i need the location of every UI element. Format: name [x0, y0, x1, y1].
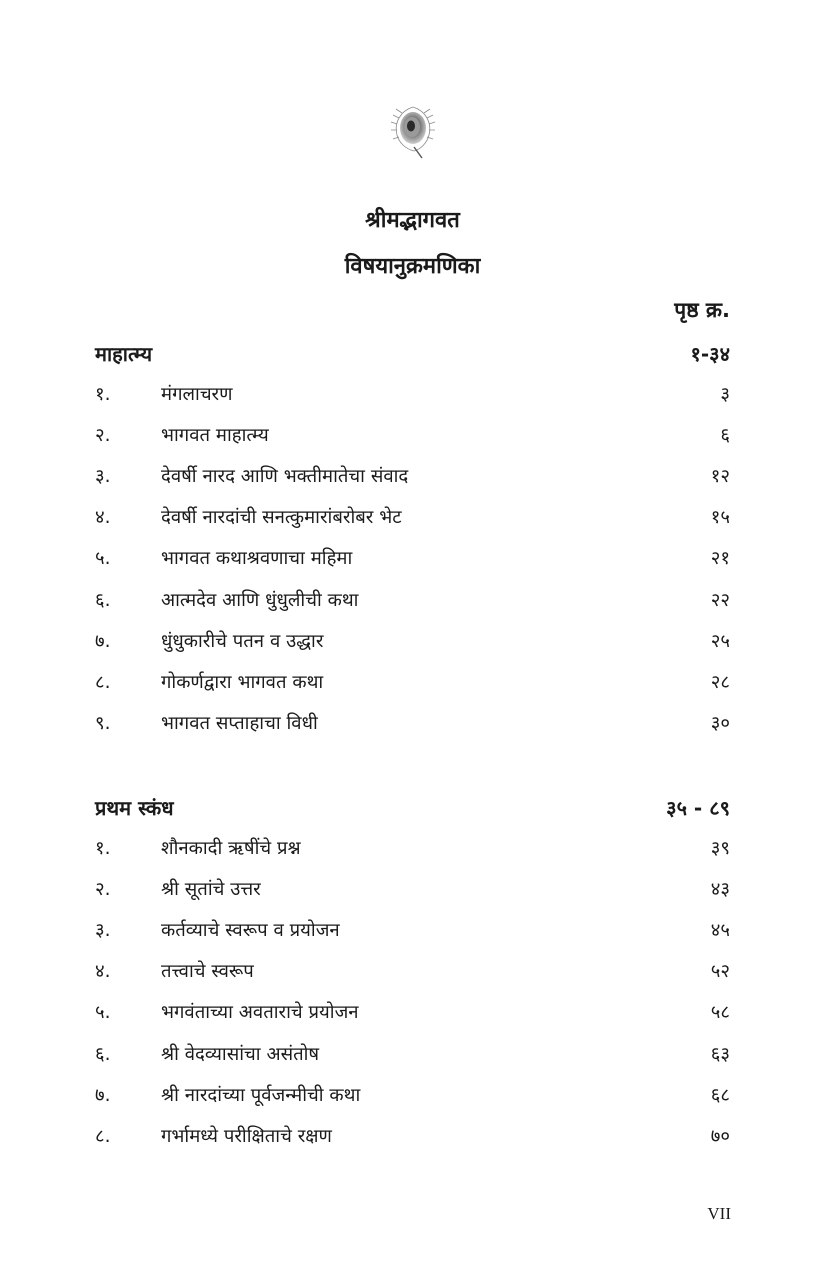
entry-title: भगवंताच्या अवताराचे प्रयोजन: [161, 1002, 359, 1023]
entry-title: गोकर्णद्वारा भागवत कथा: [161, 672, 324, 693]
toc-entry: [95, 1041, 730, 1071]
toc-entry: [95, 545, 730, 575]
entry-page: ४५: [710, 920, 730, 941]
toc-entry: [95, 587, 730, 617]
toc-entry: [95, 504, 730, 534]
entry-title: श्री सूतांचे उत्तर: [161, 879, 261, 900]
toc-entry: [95, 876, 730, 906]
entry-title: शौनकादी ऋषींचे प्रश्न: [161, 838, 301, 859]
entry-title: श्री नारदांच्या पूर्वजन्मीची कथा: [161, 1085, 361, 1106]
entry-number: ७.: [95, 631, 111, 652]
entry-title: गर्भामध्ये परीक्षिताचे रक्षण: [161, 1126, 332, 1147]
entry-title: कर्तव्याचे स्वरूप व प्रयोजन: [161, 920, 340, 941]
entry-number: ६.: [95, 590, 111, 611]
toc-entry: [95, 917, 730, 947]
entry-number: ८.: [95, 672, 111, 693]
section-header: [95, 340, 730, 372]
section-page-range: ३५ - ८९: [666, 796, 730, 820]
toc-entry: [95, 1082, 730, 1112]
entry-page: ४३: [710, 879, 730, 900]
entry-number: ४.: [95, 961, 111, 982]
peacock-feather-icon: [388, 103, 438, 159]
entry-page: ६: [720, 425, 730, 446]
entry-page: ३: [720, 384, 730, 405]
entry-page: ३९: [710, 838, 730, 859]
page-folio: VII: [707, 1204, 731, 1223]
entry-page: ७०: [710, 1126, 730, 1147]
entry-title: श्री वेदव्यासांचा असंतोष: [161, 1044, 320, 1065]
entry-page: ३०: [710, 713, 730, 734]
section-header: [95, 794, 730, 826]
entry-page: ६८: [710, 1085, 730, 1106]
entry-title: भागवत कथाश्रवणाचा महिमा: [161, 548, 353, 569]
entry-title: भागवत सप्ताहाचा विधी: [161, 713, 318, 734]
entry-number: ३.: [95, 920, 111, 941]
entry-page: १५: [710, 507, 730, 528]
entry-title: धुंधुकारीचे पतन व उद्धार: [161, 631, 324, 652]
section-title: प्रथम स्कंध: [95, 796, 174, 820]
entry-number: ८.: [95, 1126, 111, 1147]
toc-entry: [95, 463, 730, 493]
entry-title: देवर्षी नारदांची सनत्कुमारांबरोबर भेट: [161, 507, 402, 528]
entry-page: २५: [710, 631, 730, 652]
entry-number: ५.: [95, 548, 111, 569]
toc-entry: [95, 710, 730, 740]
toc-entry: [95, 999, 730, 1029]
entry-title: भागवत माहात्म्य: [161, 425, 269, 446]
entry-title: देवर्षी नारद आणि भक्तीमातेचा संवाद: [161, 466, 409, 487]
entry-number: २.: [95, 425, 111, 446]
toc-entry: [95, 958, 730, 988]
entry-page: २२: [710, 590, 730, 611]
toc-entry: [95, 628, 730, 658]
section-page-range: १-३४: [690, 342, 730, 366]
toc-heading: विषयानुक्रमणिका: [344, 254, 481, 279]
entry-number: १.: [95, 384, 111, 405]
entry-page: ५८: [710, 1002, 730, 1023]
entry-page: १२: [710, 466, 730, 487]
entry-number: ५.: [95, 1002, 111, 1023]
entry-title: आत्मदेव आणि धुंधुलीची कथा: [161, 590, 359, 611]
entry-page: २८: [710, 672, 730, 693]
entry-number: १.: [95, 838, 111, 859]
entry-number: ३.: [95, 466, 111, 487]
toc-entry: [95, 1123, 730, 1153]
entry-number: २.: [95, 879, 111, 900]
entry-page: ५२: [710, 961, 730, 982]
book-title: श्रीमद्भागवत: [365, 208, 460, 233]
entry-title: तत्त्वाचे स्वरूप: [161, 961, 254, 982]
entry-page: ६३: [710, 1044, 730, 1065]
toc-entry: [95, 835, 730, 865]
entry-title: मंगलाचरण: [161, 384, 233, 405]
page-column-header: पृष्ठ क्र.: [674, 298, 730, 322]
toc-entry: [95, 422, 730, 452]
toc-entry: [95, 381, 730, 411]
entry-page: २१: [710, 548, 730, 569]
entry-number: ४.: [95, 507, 111, 528]
entry-number: ७.: [95, 1085, 111, 1106]
entry-number: ९.: [95, 713, 111, 734]
toc-entry: [95, 669, 730, 699]
entry-number: ६.: [95, 1044, 111, 1065]
section-title: माहात्म्य: [95, 342, 153, 366]
